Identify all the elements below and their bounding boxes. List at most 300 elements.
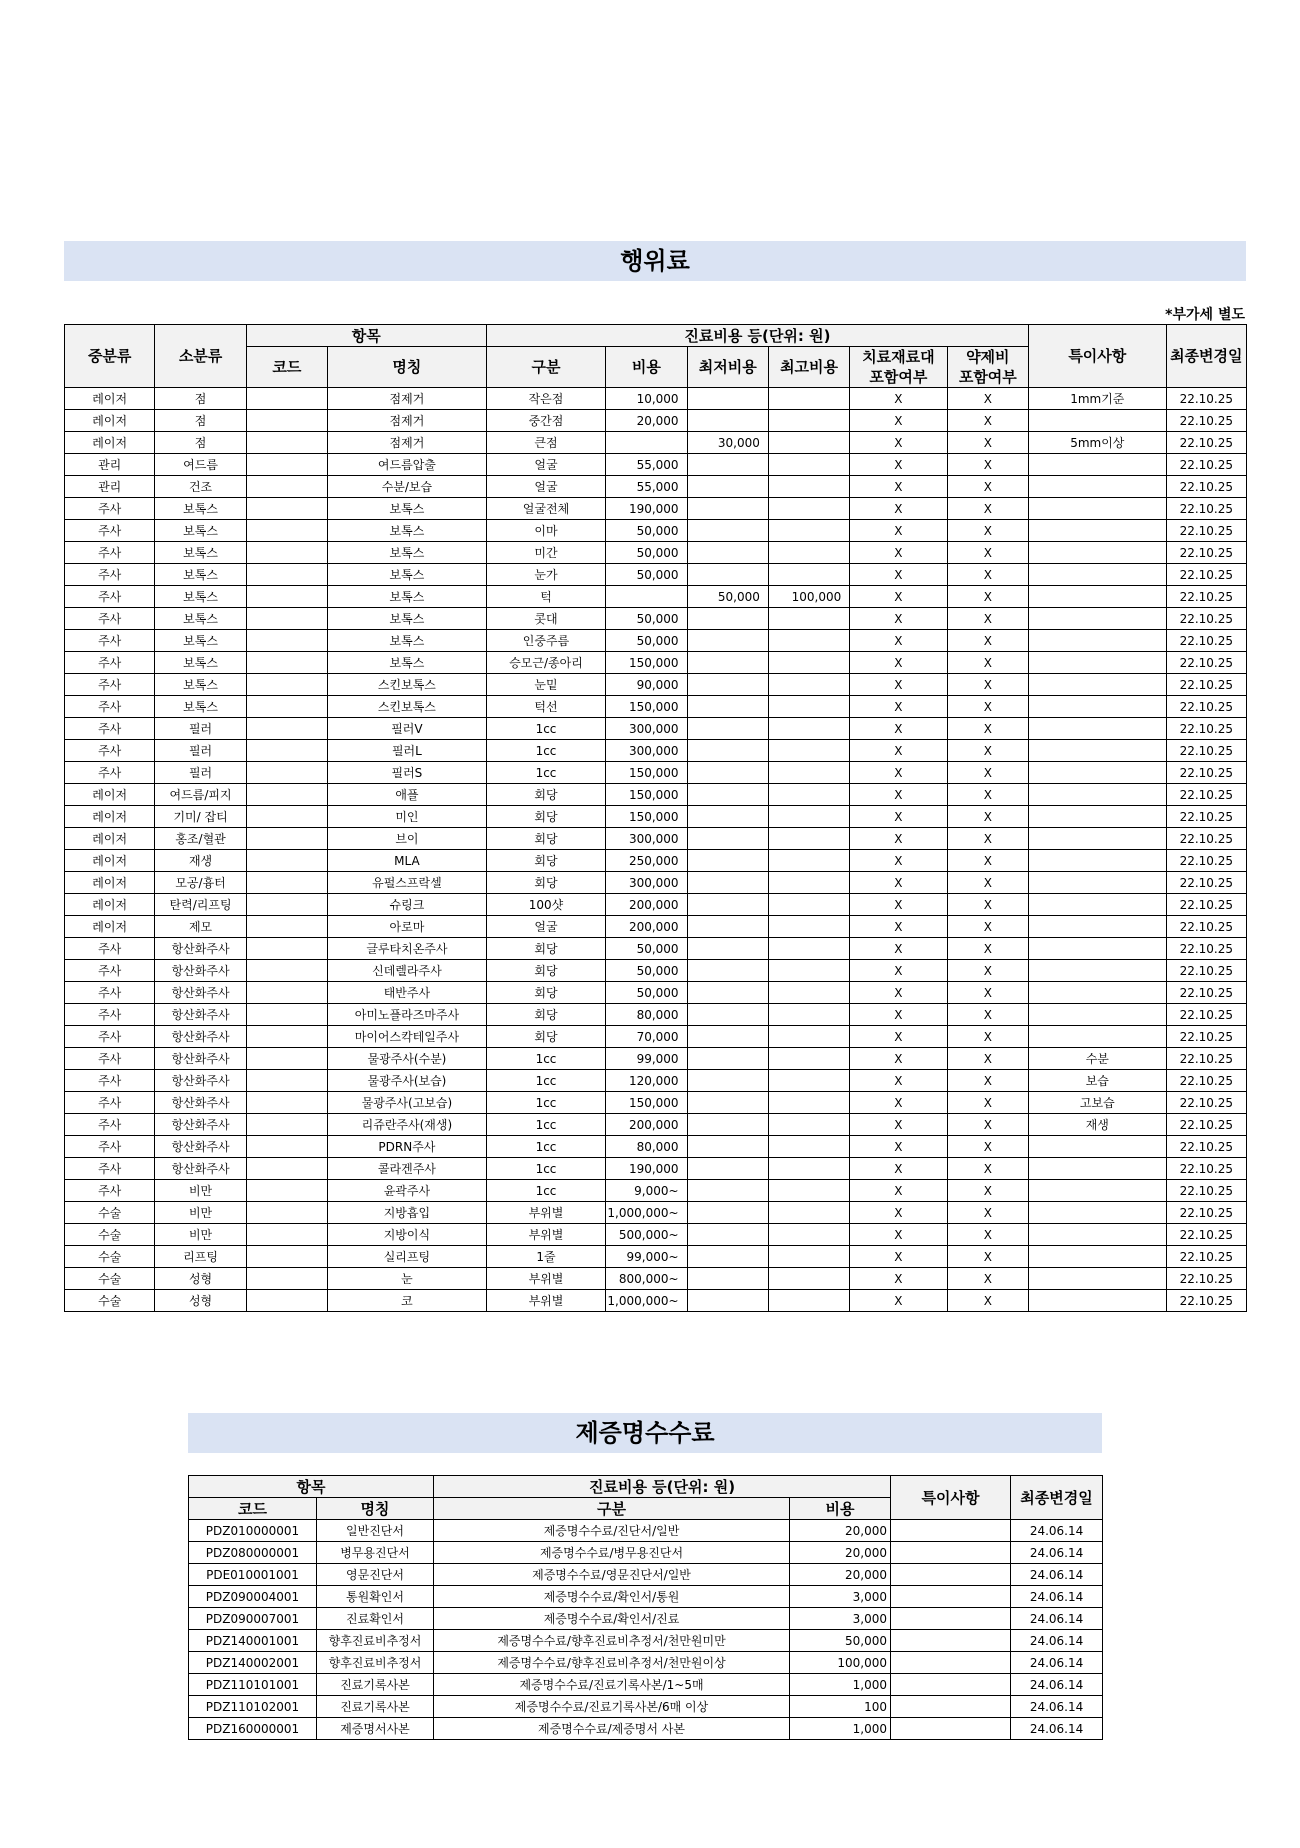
header-item: 항목 xyxy=(246,325,486,347)
cell-material: X xyxy=(850,1202,947,1224)
cell-cost: 50,000 xyxy=(606,564,687,586)
cell-drug: X xyxy=(947,1290,1028,1312)
cell-cost: 80,000 xyxy=(606,1136,687,1158)
cell-note xyxy=(891,1608,1011,1630)
cell-min-cost xyxy=(687,608,768,630)
cell-cost: 70,000 xyxy=(606,1026,687,1048)
cell-division: 1cc xyxy=(486,1092,605,1114)
cell-material: X xyxy=(850,960,947,982)
cell-drug: X xyxy=(947,586,1028,608)
cell-note xyxy=(1029,498,1167,520)
cell-min-cost xyxy=(687,762,768,784)
cell-minor: 점 xyxy=(155,432,246,454)
cell-updated: 22.10.25 xyxy=(1166,960,1246,982)
cell-note xyxy=(1029,762,1167,784)
cell-cost: 90,000 xyxy=(606,674,687,696)
cell-updated: 22.10.25 xyxy=(1166,674,1246,696)
cell-drug: X xyxy=(947,520,1028,542)
table-row xyxy=(65,1180,1247,1202)
cell-min-cost xyxy=(687,982,768,1004)
cell-minor: 항산화주사 xyxy=(155,1004,246,1026)
cell-name: 물광주사(수분) xyxy=(328,1048,487,1070)
cell-minor: 보톡스 xyxy=(155,542,246,564)
cell-division: 회당 xyxy=(486,1004,605,1026)
cell-min-cost: 30,000 xyxy=(687,432,768,454)
cell-minor: 여드름 xyxy=(155,454,246,476)
cell-minor: 보톡스 xyxy=(155,608,246,630)
cell-updated: 22.10.25 xyxy=(1166,828,1246,850)
cell-minor: 보톡스 xyxy=(155,586,246,608)
cell-name: 향후진료비추정서 xyxy=(317,1652,434,1674)
cell-drug: X xyxy=(947,784,1028,806)
cell-name: 물광주사(고보습) xyxy=(328,1092,487,1114)
cell-division: 중간점 xyxy=(486,410,605,432)
cell-material: X xyxy=(850,806,947,828)
cell-updated: 22.10.25 xyxy=(1166,1224,1246,1246)
cell-note xyxy=(891,1630,1011,1652)
cell-drug: X xyxy=(947,1048,1028,1070)
table-row xyxy=(189,1652,1103,1674)
cell-name: 마이어스칵테일주사 xyxy=(328,1026,487,1048)
cell-code xyxy=(246,520,327,542)
cell-drug: X xyxy=(947,982,1028,1004)
header-drug-line1: 약제비 xyxy=(966,348,1010,366)
table-row xyxy=(65,1136,1247,1158)
cell-major: 주사 xyxy=(65,1180,155,1202)
table-row xyxy=(65,1026,1247,1048)
cell-major: 주사 xyxy=(65,1158,155,1180)
cell-note: 보습 xyxy=(1029,1070,1167,1092)
cell-division: 회당 xyxy=(486,1026,605,1048)
cell-cost xyxy=(606,586,687,608)
cell-name: 윤곽주사 xyxy=(328,1180,487,1202)
cell-cost: 50,000 xyxy=(606,608,687,630)
header-minor: 소분류 xyxy=(155,325,246,388)
cell-min-cost xyxy=(687,696,768,718)
cell-cost: 50,000 xyxy=(606,938,687,960)
cell-material: X xyxy=(850,608,947,630)
cell-division: 눈밑 xyxy=(486,674,605,696)
cell-major: 주사 xyxy=(65,674,155,696)
cell-cost: 55,000 xyxy=(606,476,687,498)
cell-drug: X xyxy=(947,696,1028,718)
cell-major: 관리 xyxy=(65,476,155,498)
cell-division: 턱선 xyxy=(486,696,605,718)
cell-division: 제증명수수료/확인서/진료 xyxy=(434,1608,790,1630)
cell-note xyxy=(891,1520,1011,1542)
cell-code: PDZ160000001 xyxy=(189,1718,317,1740)
cell-max-cost xyxy=(768,1026,849,1048)
cell-updated: 22.10.25 xyxy=(1166,410,1246,432)
cell-minor: 보톡스 xyxy=(155,520,246,542)
cell-note xyxy=(1029,1224,1167,1246)
cell-max-cost xyxy=(768,894,849,916)
table-row xyxy=(189,1520,1103,1542)
cell-updated: 24.06.14 xyxy=(1011,1520,1103,1542)
cell-major: 주사 xyxy=(65,1070,155,1092)
cell-updated: 22.10.25 xyxy=(1166,1290,1246,1312)
cell-max-cost xyxy=(768,828,849,850)
cell-cost: 3,000 xyxy=(790,1608,891,1630)
cell-material: X xyxy=(850,740,947,762)
cell-drug: X xyxy=(947,1136,1028,1158)
cell-division: 얼굴 xyxy=(486,916,605,938)
cell-drug: X xyxy=(947,916,1028,938)
cell-division: 100샷 xyxy=(486,894,605,916)
cell-cost: 20,000 xyxy=(790,1520,891,1542)
cell-updated: 22.10.25 xyxy=(1166,872,1246,894)
cell-division: 부위별 xyxy=(486,1224,605,1246)
cell-max-cost xyxy=(768,872,849,894)
cell-division: 눈가 xyxy=(486,564,605,586)
cell-material: X xyxy=(850,1048,947,1070)
cell-name: 리쥬란주사(재생) xyxy=(328,1114,487,1136)
cell-cost: 20,000 xyxy=(790,1564,891,1586)
cell-name: 아로마 xyxy=(328,916,487,938)
cell-material: X xyxy=(850,1290,947,1312)
cell-min-cost xyxy=(687,1224,768,1246)
cell-note xyxy=(891,1718,1011,1740)
table-row xyxy=(189,1608,1103,1630)
cell-code: PDZ140002001 xyxy=(189,1652,317,1674)
cell-code xyxy=(246,1180,327,1202)
cell-material: X xyxy=(850,476,947,498)
header-code: 코드 xyxy=(246,347,327,388)
cell-major: 주사 xyxy=(65,520,155,542)
cell-code xyxy=(246,1114,327,1136)
cell-name: 보톡스 xyxy=(328,520,487,542)
cell-cost: 20,000 xyxy=(606,410,687,432)
cell-cost: 50,000 xyxy=(606,542,687,564)
cell-note xyxy=(891,1674,1011,1696)
cell-material: X xyxy=(850,1114,947,1136)
cell-name: 일반진단서 xyxy=(317,1520,434,1542)
cell-updated: 22.10.25 xyxy=(1166,1026,1246,1048)
cell-updated: 22.10.25 xyxy=(1166,1202,1246,1224)
cell-updated: 22.10.25 xyxy=(1166,652,1246,674)
cell-material: X xyxy=(850,1158,947,1180)
cell-cost: 150,000 xyxy=(606,784,687,806)
cell-division: 제증명수수료/향후진료비추정서/천만원미만 xyxy=(434,1630,790,1652)
cell-minor: 성형 xyxy=(155,1290,246,1312)
cell-note xyxy=(891,1696,1011,1718)
cell-major: 주사 xyxy=(65,498,155,520)
cell-code xyxy=(246,476,327,498)
header-note: 특이사항 xyxy=(891,1476,1011,1520)
cell-cost: 300,000 xyxy=(606,740,687,762)
cell-minor: 기미/ 잡티 xyxy=(155,806,246,828)
cell-max-cost xyxy=(768,608,849,630)
cell-name: 통원확인서 xyxy=(317,1586,434,1608)
cell-min-cost xyxy=(687,872,768,894)
cell-division: 부위별 xyxy=(486,1290,605,1312)
cell-max-cost xyxy=(768,388,849,410)
cell-material: X xyxy=(850,1136,947,1158)
cell-name: 아미노플라즈마주사 xyxy=(328,1004,487,1026)
cell-note xyxy=(1029,1268,1167,1290)
cell-max-cost xyxy=(768,1246,849,1268)
cell-max-cost xyxy=(768,674,849,696)
cell-code xyxy=(246,674,327,696)
cell-minor: 홍조/혈관 xyxy=(155,828,246,850)
cell-note xyxy=(1029,894,1167,916)
cell-updated: 22.10.25 xyxy=(1166,586,1246,608)
cell-code xyxy=(246,894,327,916)
cell-code xyxy=(246,652,327,674)
cell-drug: X xyxy=(947,740,1028,762)
cell-note xyxy=(1029,630,1167,652)
cell-note xyxy=(1029,520,1167,542)
cell-drug: X xyxy=(947,718,1028,740)
cell-name: 필러L xyxy=(328,740,487,762)
cell-code xyxy=(246,608,327,630)
cell-cost: 190,000 xyxy=(606,498,687,520)
cell-note xyxy=(1029,542,1167,564)
cell-min-cost xyxy=(687,630,768,652)
cell-max-cost xyxy=(768,498,849,520)
cell-min-cost xyxy=(687,1026,768,1048)
cell-division: 제증명수수료/진료기록사본/1~5매 xyxy=(434,1674,790,1696)
cell-cost: 1,000,000~ xyxy=(606,1202,687,1224)
cell-division: 턱 xyxy=(486,586,605,608)
cell-material: X xyxy=(850,542,947,564)
cell-code xyxy=(246,916,327,938)
header-major: 중분류 xyxy=(65,325,155,388)
cell-name: 점제거 xyxy=(328,388,487,410)
cell-max-cost xyxy=(768,938,849,960)
cell-updated: 22.10.25 xyxy=(1166,894,1246,916)
cell-cost: 150,000 xyxy=(606,696,687,718)
cell-name: 브이 xyxy=(328,828,487,850)
cell-name: 스킨보톡스 xyxy=(328,674,487,696)
cell-code: PDZ010000001 xyxy=(189,1520,317,1542)
cell-updated: 22.10.25 xyxy=(1166,454,1246,476)
cell-division: 부위별 xyxy=(486,1268,605,1290)
table-row xyxy=(65,432,1247,454)
cell-material: X xyxy=(850,432,947,454)
table-row xyxy=(65,718,1247,740)
cell-drug: X xyxy=(947,1004,1028,1026)
cell-cost xyxy=(606,432,687,454)
cell-material: X xyxy=(850,1092,947,1114)
cell-drug: X xyxy=(947,1224,1028,1246)
cell-material: X xyxy=(850,1004,947,1026)
cell-minor: 항산화주사 xyxy=(155,1092,246,1114)
cell-updated: 22.10.25 xyxy=(1166,1004,1246,1026)
cell-major: 주사 xyxy=(65,1004,155,1026)
cell-name: 제증명서사본 xyxy=(317,1718,434,1740)
cell-updated: 22.10.25 xyxy=(1166,520,1246,542)
cell-division: 1cc xyxy=(486,718,605,740)
cell-minor: 보톡스 xyxy=(155,564,246,586)
table-row xyxy=(189,1630,1103,1652)
table-row xyxy=(65,784,1247,806)
cell-max-cost xyxy=(768,1268,849,1290)
cell-material: X xyxy=(850,938,947,960)
cell-code xyxy=(246,1026,327,1048)
cell-min-cost xyxy=(687,718,768,740)
cell-minor: 항산화주사 xyxy=(155,938,246,960)
cell-major: 주사 xyxy=(65,1048,155,1070)
cell-note xyxy=(1029,1136,1167,1158)
cell-name: 글루타치온주사 xyxy=(328,938,487,960)
cell-cost: 55,000 xyxy=(606,454,687,476)
header-updated: 최종변경일 xyxy=(1011,1476,1103,1520)
cell-minor: 재생 xyxy=(155,850,246,872)
cell-drug: X xyxy=(947,1202,1028,1224)
cell-min-cost xyxy=(687,520,768,542)
cell-cost: 99,000 xyxy=(606,1048,687,1070)
cell-code xyxy=(246,762,327,784)
cell-division: 1cc xyxy=(486,1136,605,1158)
cell-drug: X xyxy=(947,850,1028,872)
cell-name: PDRN주사 xyxy=(328,1136,487,1158)
cell-min-cost xyxy=(687,542,768,564)
cell-material: X xyxy=(850,388,947,410)
cell-cost: 200,000 xyxy=(606,894,687,916)
cell-max-cost xyxy=(768,520,849,542)
cell-name: 보톡스 xyxy=(328,586,487,608)
cell-min-cost xyxy=(687,1180,768,1202)
cell-min-cost xyxy=(687,1048,768,1070)
cell-major: 레이저 xyxy=(65,388,155,410)
header-cost-group: 진료비용 등(단위: 원) xyxy=(434,1476,891,1498)
cell-min-cost xyxy=(687,1158,768,1180)
cell-max-cost xyxy=(768,806,849,828)
cell-note xyxy=(1029,916,1167,938)
cell-min-cost xyxy=(687,828,768,850)
cell-name: 점제거 xyxy=(328,410,487,432)
cell-max-cost xyxy=(768,740,849,762)
table-row xyxy=(65,1158,1247,1180)
cell-material: X xyxy=(850,652,947,674)
table-row xyxy=(65,454,1247,476)
cell-division: 1cc xyxy=(486,740,605,762)
cell-cost: 190,000 xyxy=(606,1158,687,1180)
cell-name: 보톡스 xyxy=(328,652,487,674)
cell-division: 1cc xyxy=(486,1180,605,1202)
cell-material: X xyxy=(850,696,947,718)
cell-cost: 300,000 xyxy=(606,718,687,740)
cell-code xyxy=(246,454,327,476)
cell-name: MLA xyxy=(328,850,487,872)
cell-division: 얼굴 xyxy=(486,454,605,476)
cell-major: 주사 xyxy=(65,1136,155,1158)
cell-minor: 제모 xyxy=(155,916,246,938)
cell-cost: 1,000,000~ xyxy=(606,1290,687,1312)
cell-division: 제증명수수료/확인서/통원 xyxy=(434,1586,790,1608)
table-row xyxy=(65,1224,1247,1246)
cell-division: 작은점 xyxy=(486,388,605,410)
cell-code xyxy=(246,960,327,982)
cell-max-cost xyxy=(768,1136,849,1158)
header-division: 구분 xyxy=(486,347,605,388)
cell-name: 향후진료비추정서 xyxy=(317,1630,434,1652)
cell-cost: 50,000 xyxy=(606,960,687,982)
cell-code xyxy=(246,564,327,586)
cell-minor: 보톡스 xyxy=(155,674,246,696)
cell-division: 인중주름 xyxy=(486,630,605,652)
cell-max-cost xyxy=(768,630,849,652)
cell-code xyxy=(246,498,327,520)
cell-min-cost xyxy=(687,740,768,762)
cell-max-cost xyxy=(768,542,849,564)
cell-division: 이마 xyxy=(486,520,605,542)
cell-code: PDZ090007001 xyxy=(189,1608,317,1630)
cell-major: 관리 xyxy=(65,454,155,476)
cell-note xyxy=(1029,982,1167,1004)
cell-updated: 24.06.14 xyxy=(1011,1564,1103,1586)
cell-code xyxy=(246,1290,327,1312)
cell-code xyxy=(246,388,327,410)
cell-minor: 건조 xyxy=(155,476,246,498)
cell-major: 주사 xyxy=(65,1114,155,1136)
cell-updated: 24.06.14 xyxy=(1011,1586,1103,1608)
cell-drug: X xyxy=(947,498,1028,520)
cell-max-cost xyxy=(768,1202,849,1224)
cell-cost: 1,000 xyxy=(790,1674,891,1696)
cell-cost: 100 xyxy=(790,1696,891,1718)
cell-code xyxy=(246,630,327,652)
cell-minor: 항산화주사 xyxy=(155,1048,246,1070)
table-row xyxy=(189,1718,1103,1740)
cell-material: X xyxy=(850,718,947,740)
cell-updated: 24.06.14 xyxy=(1011,1608,1103,1630)
cell-updated: 22.10.25 xyxy=(1166,718,1246,740)
cell-drug: X xyxy=(947,410,1028,432)
cell-division: 얼굴 xyxy=(486,476,605,498)
cell-division: 회당 xyxy=(486,784,605,806)
cell-division: 1cc xyxy=(486,1158,605,1180)
cell-updated: 22.10.25 xyxy=(1166,1268,1246,1290)
cell-major: 주사 xyxy=(65,960,155,982)
cell-drug: X xyxy=(947,894,1028,916)
cell-updated: 22.10.25 xyxy=(1166,1070,1246,1092)
cell-division: 1cc xyxy=(486,1048,605,1070)
cell-division: 제증명수수료/진료기록사본/6매 이상 xyxy=(434,1696,790,1718)
cell-updated: 24.06.14 xyxy=(1011,1630,1103,1652)
cell-code: PDZ110102001 xyxy=(189,1696,317,1718)
table-row xyxy=(189,1674,1103,1696)
table-row xyxy=(65,872,1247,894)
cell-drug: X xyxy=(947,1158,1028,1180)
cell-major: 주사 xyxy=(65,1026,155,1048)
table-row xyxy=(65,630,1247,652)
cell-cost: 150,000 xyxy=(606,762,687,784)
cell-drug: X xyxy=(947,762,1028,784)
cell-division: 제증명수수료/진단서/일반 xyxy=(434,1520,790,1542)
cell-material: X xyxy=(850,1246,947,1268)
table-row xyxy=(65,696,1247,718)
cell-cost: 800,000~ xyxy=(606,1268,687,1290)
cell-cost: 50,000 xyxy=(606,520,687,542)
cell-minor: 비만 xyxy=(155,1224,246,1246)
cell-material: X xyxy=(850,784,947,806)
cell-division: 콧대 xyxy=(486,608,605,630)
cell-division: 제증명수수료/병무용진단서 xyxy=(434,1542,790,1564)
cell-division: 회당 xyxy=(486,960,605,982)
cell-updated: 22.10.25 xyxy=(1166,388,1246,410)
cell-major: 레이저 xyxy=(65,432,155,454)
cell-code xyxy=(246,1268,327,1290)
cell-name: 애플 xyxy=(328,784,487,806)
cell-code xyxy=(246,1048,327,1070)
cell-material: X xyxy=(850,762,947,784)
cell-note xyxy=(891,1586,1011,1608)
cell-updated: 22.10.25 xyxy=(1166,608,1246,630)
cell-max-cost xyxy=(768,1224,849,1246)
cell-material: X xyxy=(850,586,947,608)
